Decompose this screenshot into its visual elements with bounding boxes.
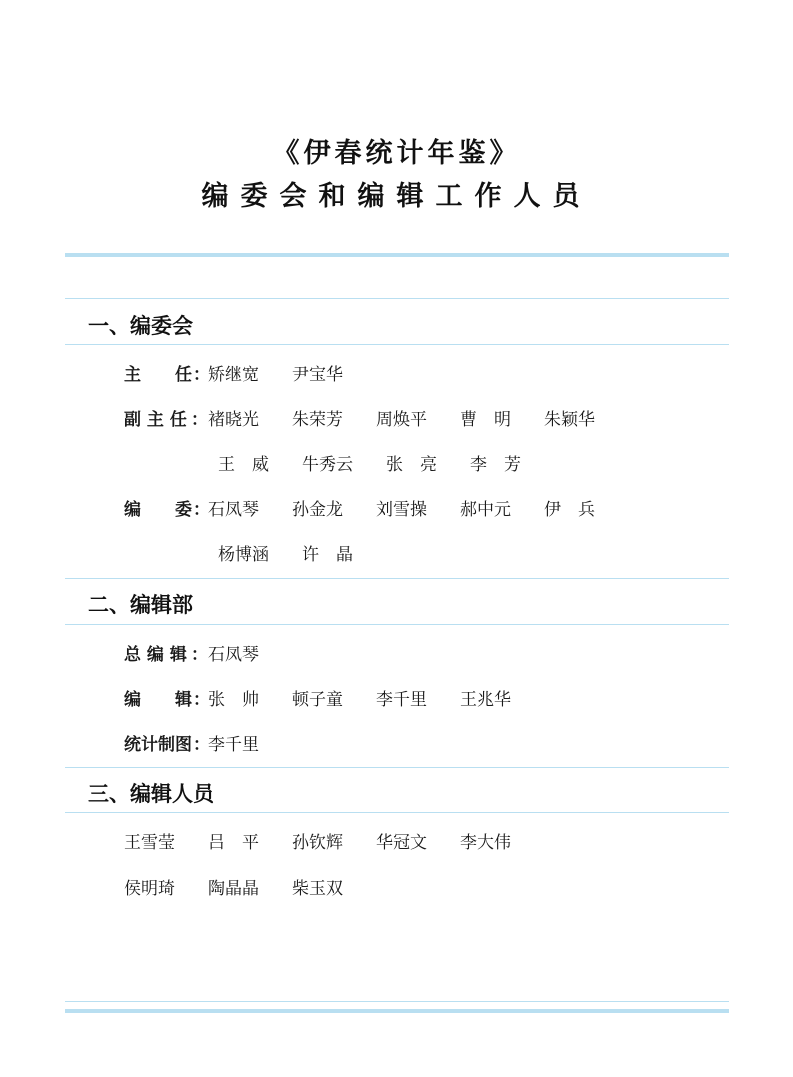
person-name: 张 帅 xyxy=(208,689,259,710)
person-name: 华冠文 xyxy=(376,832,427,853)
person-name: 矫继宽 xyxy=(208,364,259,385)
section-rule xyxy=(65,344,729,345)
person-name: 石凤琴 xyxy=(208,499,259,520)
person-name: 许 晶 xyxy=(302,544,353,565)
members-row-continued xyxy=(218,540,386,564)
person-name: 孙金龙 xyxy=(292,499,343,520)
page-title-line1: 《伊春统计年鉴》 xyxy=(272,138,521,169)
person-name: 牛秀云 xyxy=(302,454,353,475)
role-label: 副 主 任 ： xyxy=(124,409,208,430)
section-heading-staff: 三、编辑人员 xyxy=(88,782,214,806)
top-thick-rule xyxy=(65,253,729,257)
section-rule xyxy=(65,812,729,813)
person-name: 顿子童 xyxy=(292,689,343,710)
staff-row xyxy=(124,828,544,852)
page-title-line2: 编委会和编辑工作人员 xyxy=(201,181,592,212)
person-name: 李千里 xyxy=(376,689,427,710)
section-rule xyxy=(65,624,729,625)
person-name: 李大伟 xyxy=(460,832,511,853)
person-name: 郝中元 xyxy=(460,499,511,520)
section-heading-editorial: 二、编辑部 xyxy=(88,593,193,617)
person-name: 伊 兵 xyxy=(544,499,595,520)
person-name: 陶晶晶 xyxy=(208,878,259,899)
person-name: 曹 明 xyxy=(460,409,511,430)
person-name: 吕 平 xyxy=(208,832,259,853)
person-name: 王兆华 xyxy=(460,689,511,710)
person-name: 朱荣芳 xyxy=(292,409,343,430)
person-name: 侯明琦 xyxy=(124,878,175,899)
section-heading-committee: 一、编委会 xyxy=(88,314,193,338)
director-row xyxy=(124,360,376,384)
person-name: 褚晓光 xyxy=(208,409,259,430)
bottom-thin-rule xyxy=(65,1001,729,1002)
person-name: 李 芳 xyxy=(470,454,521,475)
person-name: 孙钦辉 xyxy=(292,832,343,853)
person-name: 王 威 xyxy=(218,454,269,475)
role-label: 编 辑 ： xyxy=(124,689,210,710)
role-label: 总 编 辑 ： xyxy=(124,644,208,665)
section-rule xyxy=(65,767,729,768)
editors-row xyxy=(124,685,544,709)
role-label: 统计制图 ： xyxy=(124,734,210,755)
charting-row xyxy=(124,730,292,754)
chief-editor-row xyxy=(124,640,292,664)
deputy-row-continued xyxy=(218,450,554,474)
section-rule xyxy=(65,578,729,579)
person-name: 王雪莹 xyxy=(124,832,175,853)
deputy-row xyxy=(124,405,628,429)
person-name: 李千里 xyxy=(208,734,259,755)
person-name: 杨博涵 xyxy=(218,544,269,565)
bottom-thick-rule xyxy=(65,1009,729,1013)
person-name: 周焕平 xyxy=(376,409,427,430)
staff-row xyxy=(124,874,376,898)
members-row xyxy=(124,495,628,519)
role-label: 主 任 ： xyxy=(124,364,210,385)
person-name: 刘雪操 xyxy=(376,499,427,520)
person-name: 朱颖华 xyxy=(544,409,595,430)
person-name: 柴玉双 xyxy=(292,878,343,899)
role-label: 编 委 ： xyxy=(124,499,210,520)
person-name: 张 亮 xyxy=(386,454,437,475)
person-name: 尹宝华 xyxy=(292,364,343,385)
section-rule xyxy=(65,298,729,299)
person-name: 石凤琴 xyxy=(208,644,259,665)
